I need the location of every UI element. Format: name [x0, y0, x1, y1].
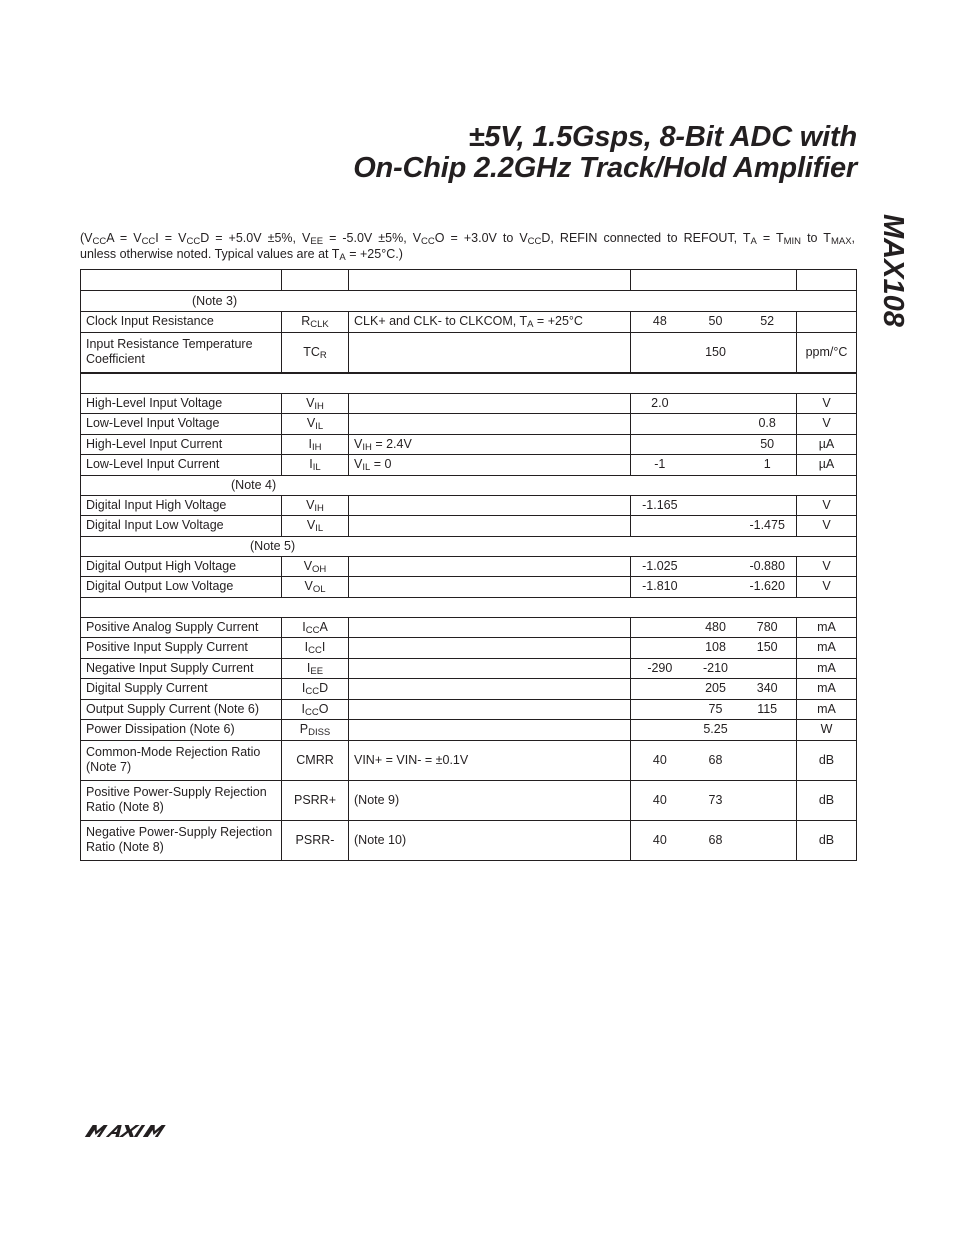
units-cell: V [797, 393, 857, 414]
text-run: O = +3.0V to V [434, 231, 528, 245]
typ-value [692, 416, 740, 431]
text-run: = +25°C.) [345, 246, 403, 261]
min-typ-max-values [636, 416, 791, 431]
units-cell: dB [797, 740, 857, 780]
min-value: -1.025 [642, 558, 678, 573]
document-title [353, 122, 857, 184]
subscript-text: CC [527, 236, 542, 247]
parameter-cell: High-Level Input Current [81, 434, 282, 455]
units-cell: µA [797, 434, 857, 455]
values-cell [631, 617, 797, 638]
text-run: (V [80, 231, 93, 245]
typ-value [692, 579, 740, 594]
subscript-text: IL [315, 523, 324, 535]
conditions-cell [349, 332, 631, 373]
text-run: = 0 [370, 457, 392, 472]
subscript-text: IH [311, 441, 322, 453]
table-row [81, 556, 857, 577]
max-value: 340 [756, 681, 778, 696]
parameter-cell: Clock Input Resistance [81, 312, 282, 333]
symbol-cell [282, 312, 349, 333]
table-row [81, 516, 857, 537]
conditions-cell [349, 414, 631, 435]
min-value [636, 640, 692, 655]
values-cell [631, 658, 797, 679]
min-value: -1.810 [642, 579, 678, 594]
units-cell: dB [797, 780, 857, 820]
symbol-cell [282, 495, 349, 516]
parameter-cell: Negative Power-Supply Rejection Ratio (Note 8) [81, 820, 282, 860]
subscript-text: IL [315, 421, 324, 433]
text-run: VIN+ = VIN- = ±0.1V [354, 752, 469, 767]
table-row [81, 658, 857, 679]
subscript-text: R [319, 349, 327, 361]
parameter-cell: Low-Level Input Voltage [81, 414, 282, 435]
units-cell: µA [797, 455, 857, 476]
section-label: (Note 4) [231, 477, 277, 492]
text-run: P [299, 722, 309, 737]
min-value: 48 [652, 314, 667, 329]
max-value: 52 [760, 314, 775, 329]
units-cell: mA [797, 638, 857, 659]
subscript-text: CC [308, 645, 322, 657]
text-run: I [309, 457, 313, 472]
typ-value [692, 518, 740, 533]
max-value [739, 396, 791, 411]
values-cell [631, 638, 797, 659]
subscript-text: IL [362, 462, 371, 474]
text-run: = -5.0V ±5%, V [323, 231, 422, 245]
subscript-text: IH [314, 400, 324, 412]
min-typ-max-values [636, 559, 791, 574]
conditions-cell [349, 679, 631, 700]
min-typ-max-values [636, 793, 791, 808]
min-typ-max-values [636, 833, 791, 848]
conditions-cell [349, 455, 631, 476]
subscript-text: MIN [783, 236, 802, 247]
parameter-cell: Digital Input High Voltage [81, 495, 282, 516]
symbol-cell [282, 780, 349, 820]
typ-value: 75 [708, 701, 723, 716]
header-conditions [349, 270, 631, 291]
units-cell: mA [797, 658, 857, 679]
parameter-cell: Power Dissipation (Note 6) [81, 720, 282, 741]
header-symbol [282, 270, 349, 291]
min-value [636, 620, 692, 635]
text-run: D = +5.0V ±5%, V [200, 231, 311, 245]
text-run: = 2.4V [371, 436, 412, 451]
conditions-cell [349, 720, 631, 741]
typ-value [692, 396, 740, 411]
symbol-cell [282, 414, 349, 435]
min-typ-max-values [636, 498, 791, 513]
text-run: PSRR+ [293, 792, 337, 807]
text-run: V [354, 457, 363, 472]
parameter-cell: Positive Analog Supply Current [81, 617, 282, 638]
part-number-side-label [866, 214, 912, 354]
subscript-text: A [339, 251, 346, 263]
min-typ-max-values [636, 640, 791, 655]
text-run: V [303, 558, 313, 573]
text-run: (Note 10) [354, 832, 407, 847]
typ-value: 68 [708, 832, 723, 847]
text-run: R [301, 314, 311, 329]
text-run: V [354, 436, 363, 451]
subscript-text: IH [362, 441, 372, 453]
typ-value [692, 437, 740, 452]
typ-value: 68 [708, 752, 723, 767]
min-typ-max-values [636, 396, 791, 411]
parameter-cell: Output Supply Current (Note 6) [81, 699, 282, 720]
subscript-text: CC [92, 236, 107, 247]
parameter-cell: Digital Output High Voltage [81, 556, 282, 577]
min-typ-max-values [636, 437, 791, 452]
units-cell: dB [797, 820, 857, 860]
text-run: I [302, 619, 306, 634]
symbol-cell [282, 679, 349, 700]
conditions-line-1 [80, 231, 855, 247]
conditions-cell [349, 638, 631, 659]
min-value: 2.0 [651, 395, 669, 410]
parameter-cell: Common-Mode Rejection Ratio (Note 7) [81, 740, 282, 780]
min-value [636, 702, 692, 717]
symbol-cell [282, 434, 349, 455]
text-run: V [306, 416, 316, 431]
max-value [739, 661, 791, 676]
min-typ-max-values [636, 579, 791, 594]
max-value [739, 833, 791, 848]
conditions-cell [349, 556, 631, 577]
section-row [81, 536, 857, 556]
subscript-text: A [750, 236, 757, 247]
values-cell [631, 414, 797, 435]
subscript-text: OH [312, 563, 327, 575]
table-row [81, 780, 857, 820]
max-value: 780 [756, 619, 778, 634]
symbol-cell [282, 658, 349, 679]
conditions-cell [349, 393, 631, 414]
typ-value: 5.25 [703, 722, 728, 737]
test-conditions [80, 231, 855, 262]
text-run: CMRR [296, 752, 334, 767]
values-cell [631, 577, 797, 598]
conditions-cell [349, 516, 631, 537]
text-run: A = V [106, 231, 142, 245]
min-typ-max-values [636, 722, 791, 737]
text-run: A [319, 619, 328, 634]
typ-value [692, 457, 740, 472]
text-run: D, REFIN connected to REFOUT, T [541, 231, 751, 245]
parameter-cell: High-Level Input Voltage [81, 393, 282, 414]
parameter-cell: Positive Input Supply Current [81, 638, 282, 659]
subscript-text: MAX [830, 236, 852, 247]
units-cell: V [797, 495, 857, 516]
table-row [81, 679, 857, 700]
table-row [81, 312, 857, 333]
table-row [81, 332, 857, 373]
max-value: 50 [760, 436, 775, 451]
text-run: I = V [155, 231, 187, 245]
section-row [81, 475, 857, 495]
text-run: V [304, 579, 313, 594]
text-run: D [319, 681, 329, 696]
table-row [81, 720, 857, 741]
text-run: I [321, 640, 326, 655]
conditions-cell [349, 312, 631, 333]
parameter-cell: Low-Level Input Current [81, 455, 282, 476]
values-cell [631, 679, 797, 700]
table-row [81, 699, 857, 720]
text-run: I [301, 681, 306, 696]
symbol-cell [282, 820, 349, 860]
values-cell [631, 556, 797, 577]
values-cell [631, 740, 797, 780]
min-value [636, 518, 692, 533]
max-value: -1.475 [749, 518, 785, 533]
symbol-cell [282, 617, 349, 638]
section-cell [81, 597, 857, 617]
section-cell [81, 373, 857, 394]
values-cell [631, 332, 797, 373]
max-value: 0.8 [758, 416, 776, 431]
conditions-cell [349, 577, 631, 598]
table-row [81, 455, 857, 476]
values-cell [631, 699, 797, 720]
table-row [81, 638, 857, 659]
text-run: PSRR- [295, 832, 335, 847]
typ-value: 150 [705, 344, 726, 359]
text-run: O [318, 701, 329, 716]
subscript-text: IL [312, 462, 321, 474]
max-value: 1 [763, 457, 771, 472]
max-value [739, 498, 791, 513]
min-typ-max-values [636, 314, 791, 329]
text-run: to T [801, 231, 831, 245]
symbol-cell [282, 699, 349, 720]
values-cell [631, 312, 797, 333]
max-value: -1.620 [749, 579, 785, 594]
units-cell: mA [797, 699, 857, 720]
units-cell: ppm/°C [797, 332, 857, 373]
parameter-cell: Input Resistance Temperature Coefficient [81, 332, 282, 373]
min-value [636, 681, 692, 696]
min-value: -1 [654, 457, 666, 472]
section-cell [81, 291, 857, 312]
min-typ-max-values [636, 457, 791, 472]
maxim-logo [83, 1121, 193, 1141]
symbol-cell [282, 577, 349, 598]
text-run: V [306, 395, 315, 410]
parameter-cell: Digital Supply Current [81, 679, 282, 700]
section-label: (Note 3) [192, 293, 238, 308]
units-cell [797, 312, 857, 333]
subscript-text: A [527, 319, 534, 331]
units-cell: V [797, 577, 857, 598]
text-run: I [304, 640, 309, 655]
subscript-text: CC [305, 686, 320, 698]
subscript-text: DISS [308, 727, 331, 739]
units-cell: W [797, 720, 857, 741]
min-value: -290 [647, 660, 673, 675]
symbol-cell [282, 556, 349, 577]
symbol-cell [282, 393, 349, 414]
subscript-text: CLK [310, 319, 329, 331]
conditions-line-2 [80, 247, 855, 263]
section-cell [81, 475, 857, 495]
typ-value: 108 [705, 640, 726, 655]
min-value: 40 [652, 832, 667, 847]
symbol-cell [282, 332, 349, 373]
subscript-text: CC [186, 236, 201, 247]
values-cell [631, 516, 797, 537]
conditions-cell [349, 780, 631, 820]
subscript-text: CC [421, 236, 435, 247]
units-cell: V [797, 556, 857, 577]
conditions-cell [349, 658, 631, 679]
min-typ-max-values [636, 753, 791, 768]
typ-value [692, 498, 740, 513]
typ-value: 480 [705, 619, 726, 634]
text-run: = +25°C [533, 314, 583, 329]
text-run: unless otherwise noted. Typical values are at T [80, 246, 340, 261]
min-typ-max-values [636, 681, 791, 696]
values-cell [631, 780, 797, 820]
max-value: -0.880 [749, 558, 785, 573]
units-cell: V [797, 516, 857, 537]
text-run: (Note 9) [354, 792, 400, 807]
text-run: = T [756, 231, 784, 245]
symbol-cell [282, 516, 349, 537]
values-cell [631, 495, 797, 516]
min-value: 40 [652, 792, 667, 807]
subscript-text: OL [312, 584, 326, 596]
min-value: 40 [652, 752, 667, 767]
symbol-cell [282, 638, 349, 659]
table-row [81, 434, 857, 455]
section-row [81, 597, 857, 617]
min-typ-max-values [636, 620, 791, 635]
part-number: MAX108 [877, 214, 909, 327]
units-cell: mA [797, 617, 857, 638]
text-run: V [306, 518, 316, 533]
max-value [739, 793, 791, 808]
text-run: TC [303, 344, 320, 359]
conditions-cell [349, 495, 631, 516]
max-value: 115 [757, 701, 778, 716]
values-cell [631, 720, 797, 741]
typ-value: -210 [702, 660, 729, 675]
typ-value: 205 [705, 681, 726, 696]
header-values [631, 270, 797, 291]
conditions-cell [349, 740, 631, 780]
conditions-cell [349, 434, 631, 455]
section-row [81, 291, 857, 312]
min-typ-max-values [636, 661, 791, 676]
electrical-characteristics-table [80, 269, 857, 861]
table-row [81, 495, 857, 516]
max-value [739, 345, 791, 360]
table-row [81, 820, 857, 860]
table-row [81, 577, 857, 598]
values-cell [631, 455, 797, 476]
min-value [636, 345, 692, 360]
max-value: 150 [756, 640, 778, 655]
subscript-text: CC [141, 236, 156, 247]
min-value [636, 437, 692, 452]
table-body [81, 270, 857, 861]
subscript-text: IH [314, 502, 324, 514]
title-line-2: On-Chip 2.2GHz Track/Hold Amplifier [353, 152, 857, 184]
subscript-text: EE [310, 665, 324, 677]
max-value [739, 753, 791, 768]
header-parameter [81, 270, 282, 291]
table-row [81, 740, 857, 780]
min-typ-max-values [636, 345, 791, 360]
section-label: (Note 5) [250, 538, 296, 553]
conditions-cell [349, 617, 631, 638]
text-run: I [301, 701, 305, 716]
symbol-cell [282, 455, 349, 476]
subscript-text: CC [305, 706, 319, 718]
symbol-cell [282, 740, 349, 780]
conditions-cell [349, 820, 631, 860]
typ-value: 50 [708, 314, 723, 329]
table-row [81, 617, 857, 638]
max-value [739, 722, 791, 737]
section-cell [81, 536, 857, 556]
min-value [636, 722, 692, 737]
conditions-cell [349, 699, 631, 720]
table-header-row [81, 270, 857, 291]
table-row [81, 393, 857, 414]
subscript-text: CC [305, 624, 320, 636]
table-row [81, 414, 857, 435]
typ-value [692, 559, 740, 574]
text-run: , [851, 231, 856, 245]
title-line-1: ±5V, 1.5Gsps, 8-Bit ADC with [468, 121, 857, 153]
section-row [81, 373, 857, 394]
min-typ-max-values [636, 702, 791, 717]
text-run: V [306, 497, 315, 512]
parameter-cell: Digital Output Low Voltage [81, 577, 282, 598]
subscript-text: EE [310, 236, 324, 247]
min-typ-max-values [636, 518, 791, 533]
values-cell [631, 434, 797, 455]
typ-value: 73 [708, 792, 723, 807]
min-value [636, 416, 692, 431]
units-cell: mA [797, 679, 857, 700]
parameter-cell: Digital Input Low Voltage [81, 516, 282, 537]
symbol-cell [282, 720, 349, 741]
header-units [797, 270, 857, 291]
units-cell: V [797, 414, 857, 435]
parameter-cell: Negative Input Supply Current [81, 658, 282, 679]
parameter-cell: Positive Power-Supply Rejection Ratio (Note 8) [81, 780, 282, 820]
values-cell [631, 820, 797, 860]
text-run: CLK+ and CLK- to CLKCOM, T [354, 314, 528, 329]
values-cell [631, 393, 797, 414]
min-value: -1.165 [642, 497, 678, 512]
text-run: I [308, 436, 312, 451]
text-run: I [306, 660, 311, 675]
